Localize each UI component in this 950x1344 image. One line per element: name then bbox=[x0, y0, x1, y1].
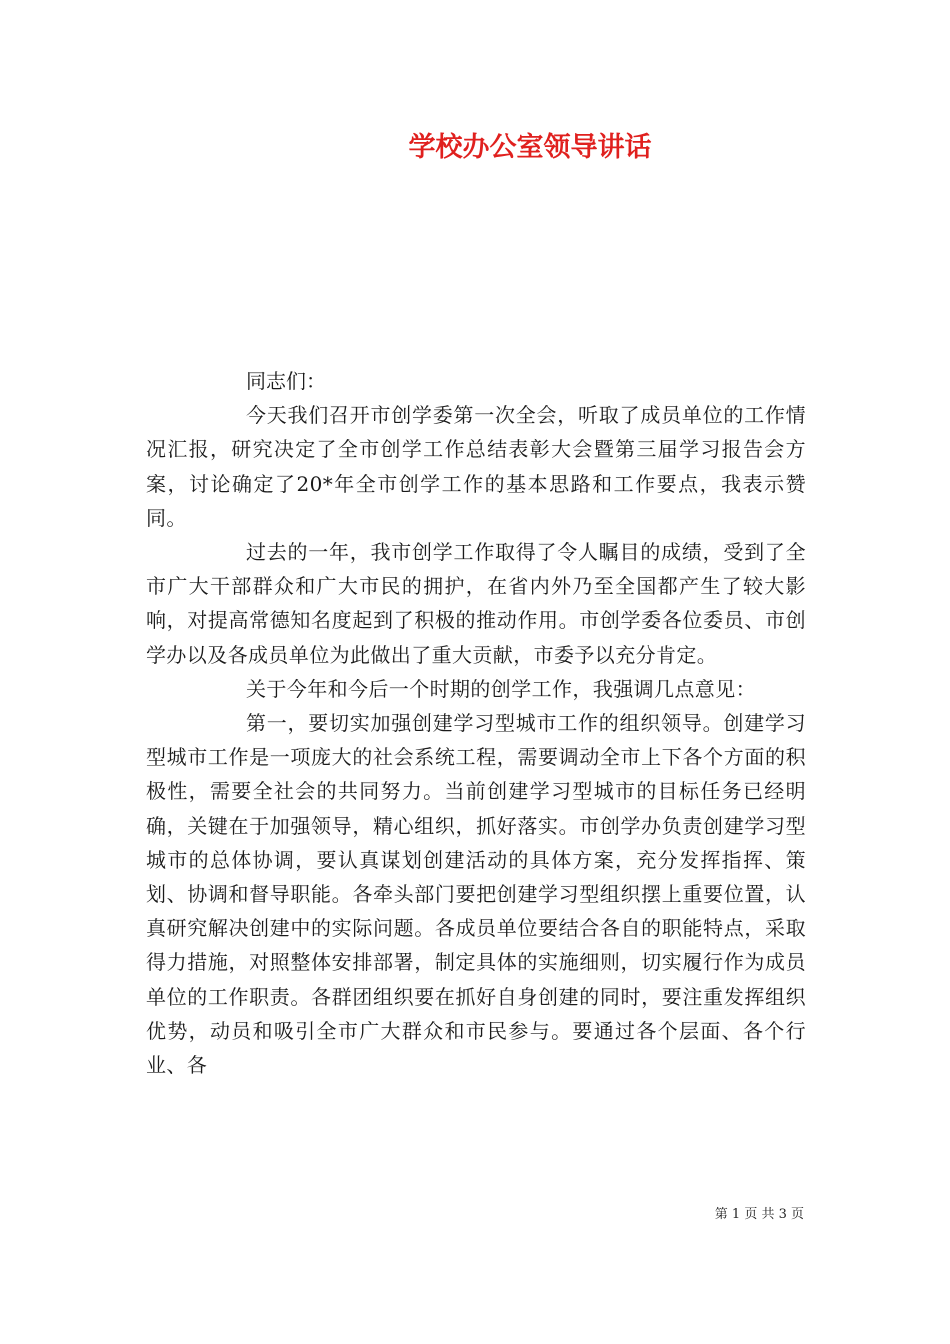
document-title: 学校办公室领导讲话 bbox=[408, 132, 652, 163]
salutation: 同志们： bbox=[246, 369, 326, 393]
page-footer: 第 1 页 共 3 页 bbox=[714, 1207, 804, 1222]
paragraph-2: 过去的一年，我市创学工作取得了令人瞩目的成绩，受到了全市广大干部群众和广大市民的拥护，在省内外乃至全国都产生了较大影响，对提高常德知名度起到了积极的推动作用。市创学委各位委员、市创学办以及各成员单位为此做出了重大贡献，市委予以充分肯定。 bbox=[146, 540, 806, 667]
paragraph-4: 第一，要切实加强创建学习型城市工作的组织领导。创建学习型城市工作是一项庞大的社会系统工程，需要调动全市上下各个方面的积极性，需要全社会的共同努力。当前创建学习型城市的目标任务已经明确，关键在于加强领导，精心组织，抓好落实。市创学办负责创建学习型城市的总体协调，要认真谋划创建活动的具体方案，充分发挥指挥、策划、协调和督导职能。各牵头部门要把创建学习型组织摆上重要位置，认真研究解决创建中的实际问题。各成员单位要结合各自的职能特点，采取得力措施，对照整体安排部署，制定具体的实施细则，切实履行作为成员单位的工作职责。各群团组织要在抓好自身创建的同时，要注重发挥组织优势，动员和吸引全市广大群众和市民参与。要通过各个层面、各个行业、各 bbox=[146, 711, 806, 1078]
document-body bbox=[146, 364, 806, 1082]
paragraph-3: 关于今年和今后一个时期的创学工作，我强调几点意见： bbox=[246, 676, 756, 701]
paragraph-1: 今天我们召开市创学委第一次全会，听取了成员单位的工作情况汇报，研究决定了全市创学工作总结表彰大会暨第三届学习报告会方案，讨论确定了20*年全市创学工作的基本思路和工作要点，我表示赞同。 bbox=[146, 403, 806, 530]
